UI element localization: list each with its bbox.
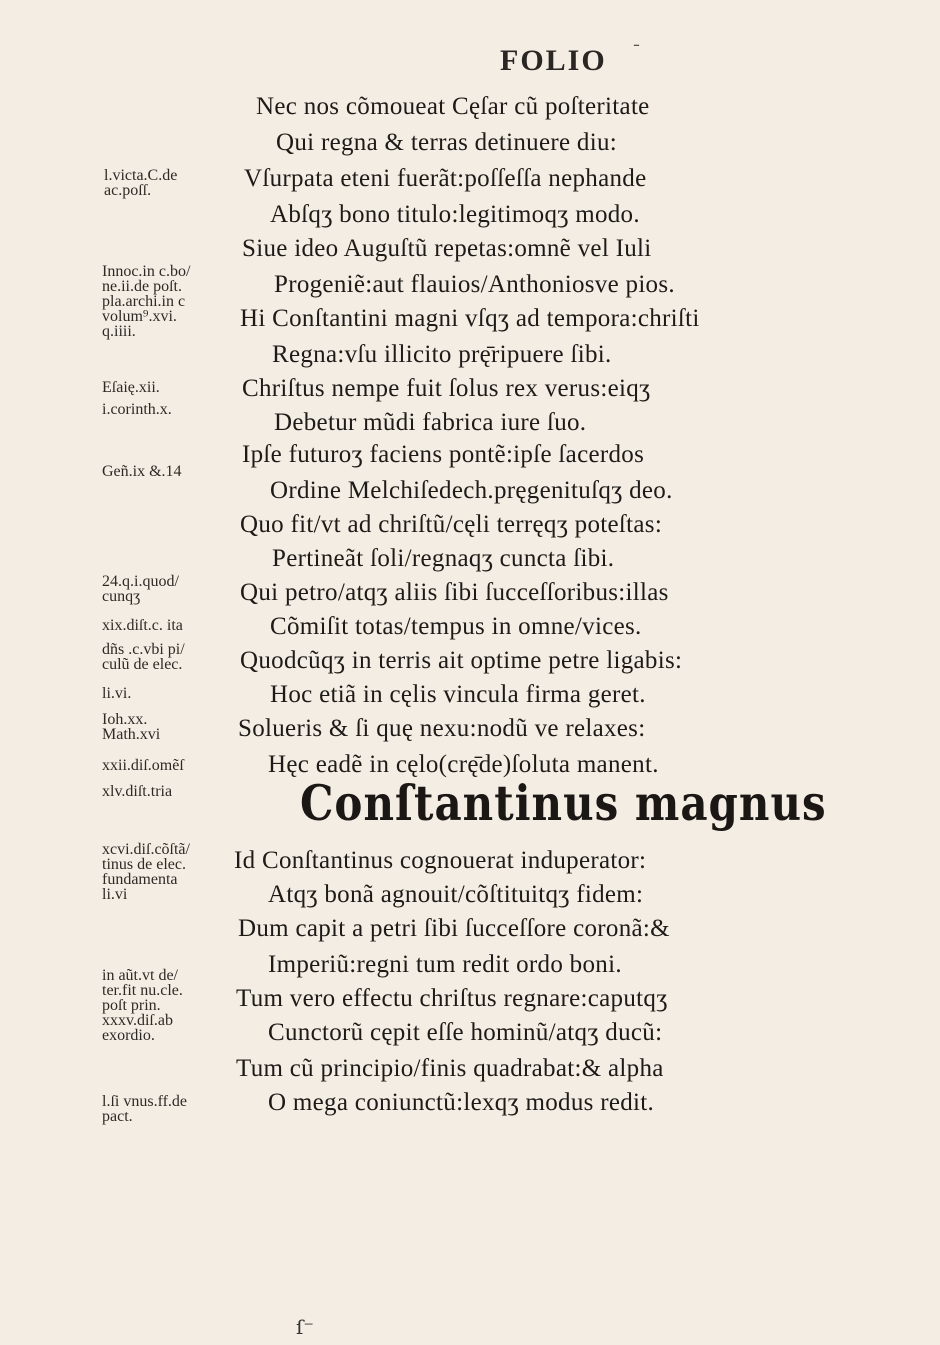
- marginal-gloss: Geñ.ix &.14: [102, 463, 182, 480]
- section-heading: Conſtantinus magnus: [300, 775, 827, 832]
- poem-line: Hi Conſtantini magni vſqʒ ad tempora:chriſti: [240, 305, 700, 332]
- ink-mark: ſ⁻: [296, 1315, 314, 1339]
- poem-line: Tum vero effectu chriſtus regnare:caputqʒ: [236, 985, 668, 1012]
- poem-line: Tum cũ principio/finis quadrabat:& alpha: [236, 1055, 664, 1082]
- poem-line: Quo fit/vt ad chriſtũ/cęli terręqʒ poteſtas:: [240, 511, 663, 538]
- poem-line: Hoc etiã in cęlis vincula firma geret.: [270, 681, 646, 708]
- marginal-gloss: li.vi.: [102, 685, 132, 702]
- marginal-gloss: Innoc.in c.bo/ ne.ii.de poſt. pla.archi.in c volum⁹.xvi. q.iiii.: [102, 263, 191, 340]
- marginal-gloss: dñs .c.vbi pi/ culũ de elec.: [102, 641, 185, 673]
- poem-line: Ipſe futuroʒ faciens pontẽ:ipſe ſacerdos: [242, 441, 645, 468]
- poem-line: Id Conſtantinus cognouerat induperator:: [234, 847, 647, 874]
- poem-line: Dum capit a petri ſibi ſucceſſore coronã:&: [238, 915, 670, 942]
- poem-line: Abſqʒ bono titulo:legitimoqʒ modo.: [270, 201, 640, 228]
- poem-line: Quodcũqʒ in terris ait optime petre ligabis:: [240, 647, 683, 674]
- poem-line: Debetur mũdi fabrica iure ſuo.: [274, 409, 587, 436]
- marginal-gloss: in aũt.vt de/ ter.fit nu.cle. poſt prin. xxxv.diſ.ab exordio.: [102, 967, 183, 1044]
- poem-line: Hęc eadẽ in cęlo(crę̄de)ſoluta manent.: [268, 751, 659, 778]
- poem-line: Ordine Melchiſedech.pręgenituſqʒ deo.: [270, 477, 673, 504]
- marginal-gloss: xxii.diſ.omẽſ: [102, 757, 184, 774]
- marginal-gloss: Eſaię.xii.: [102, 379, 160, 396]
- poem-line: Cunctorũ cępit eſſe hominũ/atqʒ ducũ:: [268, 1019, 663, 1046]
- marginal-gloss: l.victa.C.de ac.poſſ.: [104, 167, 178, 199]
- poem-line: Pertineãt ſoli/regnaqʒ cuncta ſibi.: [272, 545, 615, 572]
- poem-line: Atqʒ bonã agnouit/cõſtituitqʒ fidem:: [268, 881, 644, 908]
- poem-line: Regna:vſu illicito prę̄ripuere ſibi.: [272, 341, 612, 368]
- poem-line: Siue ideo Auguſtũ repetas:omnẽ vel Iuli: [242, 235, 652, 262]
- poem-line: Chriſtus nempe fuit ſolus rex verus:eiqʒ: [242, 375, 651, 402]
- folio-header: FOLIO: [500, 44, 607, 77]
- marginal-gloss: xix.diſt.c. ita: [102, 617, 183, 634]
- marginal-gloss: l.ſi vnus.ff.de pact.: [102, 1093, 188, 1125]
- poem-line: Qui petro/atqʒ aliis ſibi ſucceſſoribus:illas: [240, 579, 669, 606]
- marginal-gloss: i.corinth.x.: [102, 401, 172, 418]
- poem-line: Imperiũ:regni tum redit ordo boni.: [268, 951, 622, 978]
- marginal-gloss: xlv.diſt.tria: [102, 783, 173, 800]
- poem-line: Vſurpata eteni fuerãt:poſſeſſa nephande: [244, 165, 647, 192]
- marginal-gloss: xcvi.diſ.cõſtã/ tinus de elec. fundamenta li.vi: [102, 841, 190, 903]
- poem-line: Qui regna & terras detinuere diu:: [276, 129, 618, 156]
- poem-line: Nec nos cõmoueat Cęſar cũ poſteritate: [256, 93, 650, 120]
- poem-line: Progeniẽ:aut flauios/Anthoniosve pios.: [274, 271, 675, 298]
- marginal-gloss: Ioh.xx. Math.xvi: [102, 711, 161, 743]
- poem-line: Cõmiſit totas/tempus in omne/vices.: [270, 613, 642, 640]
- marginal-gloss: 24.q.i.quod/ cunqʒ: [102, 573, 179, 605]
- poem-line: Solueris & ſi quę nexu:nodũ ve relaxes:: [238, 715, 646, 742]
- folio-mark: ˉ: [632, 42, 641, 63]
- poem-line: O mega coniunctũ:lexqʒ modus redit.: [268, 1089, 655, 1116]
